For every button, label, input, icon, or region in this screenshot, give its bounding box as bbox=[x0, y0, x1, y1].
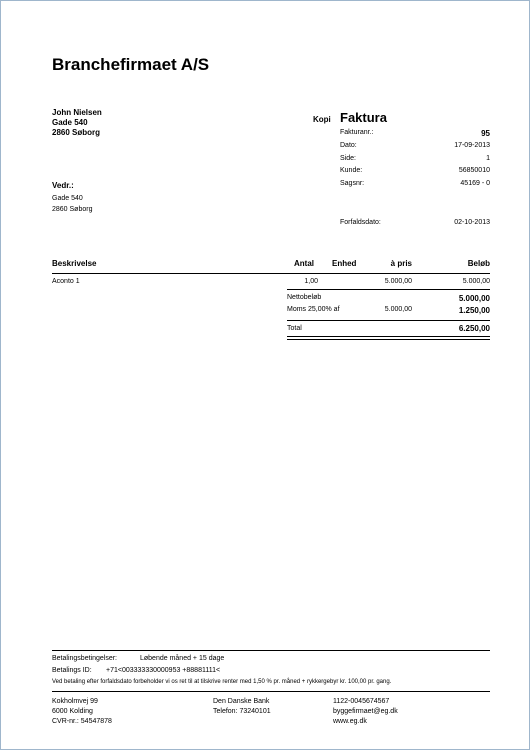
col-unit-price-header: à pris bbox=[390, 259, 412, 268]
footer-web[interactable]: www.eg.dk bbox=[333, 718, 367, 725]
row-description: Aconto 1 bbox=[52, 278, 80, 285]
footer-account: 1122-0045674567 bbox=[333, 698, 390, 705]
invoice-number-row bbox=[340, 129, 490, 139]
invoice-customer-value: 56850010 bbox=[458, 167, 490, 174]
payment-id-label: Betalings ID: bbox=[52, 667, 92, 674]
customer-name: John Nielsen bbox=[52, 108, 102, 117]
invoice-page-value: 1 bbox=[486, 155, 490, 162]
invoice-customer-row bbox=[340, 167, 490, 177]
table-header-divider bbox=[52, 273, 490, 274]
footer-cvr: CVR-nr.: 54547878 bbox=[52, 718, 112, 725]
row-unit-price: 5.000,00 bbox=[384, 278, 412, 285]
total-underline-2 bbox=[287, 339, 490, 340]
regarding-street: Gade 540 bbox=[52, 195, 83, 202]
net-label: Nettobeløb bbox=[287, 294, 322, 301]
late-payment-notice: Ved betaling efter forfaldsdato forbeholder vi os ret til at tilskrive renter med 1,50 % pr. måned + rykkergebyr kr. 100,00 pr. gang. bbox=[52, 679, 392, 685]
customer-street: Gade 540 bbox=[52, 118, 88, 127]
invoice-customer-label: Kunde: bbox=[340, 167, 363, 174]
regarding-label: Vedr.: bbox=[52, 181, 74, 190]
invoice-due-label: Forfaldsdato: bbox=[340, 219, 381, 226]
invoice-case-row bbox=[340, 180, 490, 190]
invoice-date-value: 17-09-2013 bbox=[454, 142, 490, 149]
footer-address-line1: Kokholmvej 99 bbox=[52, 698, 98, 705]
invoice-page-row bbox=[340, 155, 490, 165]
payment-id-value: +71<003333330000953 +88881111< bbox=[106, 667, 221, 674]
row-amount: 5.000,00 bbox=[462, 278, 490, 285]
row-quantity: 1,00 bbox=[304, 278, 318, 285]
vat-value: 1.250,00 bbox=[458, 306, 490, 315]
invoice-due-value: 02-10-2013 bbox=[454, 219, 490, 226]
regarding-city: 2860 Søborg bbox=[52, 206, 93, 213]
invoice-date-row bbox=[340, 142, 490, 152]
row-divider bbox=[287, 289, 490, 290]
payment-terms-label: Betalingsbetingelser: bbox=[52, 655, 117, 662]
totals-divider bbox=[287, 320, 490, 321]
invoice-number-label: Fakturanr.: bbox=[340, 129, 374, 136]
invoice-number-value: 95 bbox=[481, 129, 490, 138]
footer-top-divider bbox=[52, 650, 490, 651]
invoice-date-label: Dato: bbox=[340, 142, 357, 149]
col-quantity-header: Antal bbox=[294, 259, 314, 268]
invoice-case-value: 45169 - 0 bbox=[460, 180, 490, 187]
col-unit-header: Enhed bbox=[332, 259, 357, 268]
company-name: Branchefirmaet A/S bbox=[52, 55, 210, 74]
invoice-case-label: Sagsnr: bbox=[340, 180, 365, 187]
invoice-page-label: Side: bbox=[340, 155, 356, 162]
footer-phone: Telefon: 73240101 bbox=[213, 708, 271, 715]
footer-email[interactable]: byggefirmaet@eg.dk bbox=[333, 708, 398, 715]
total-label: Total bbox=[287, 325, 302, 332]
invoice-due-row bbox=[340, 219, 490, 229]
net-value: 5.000,00 bbox=[458, 294, 490, 303]
payment-terms-value: Løbende måned + 15 dage bbox=[140, 655, 225, 662]
footer-bottom-divider bbox=[52, 691, 490, 692]
footer-bank-name: Den Danske Bank bbox=[213, 698, 270, 705]
vat-label: Moms 25,00% af bbox=[287, 306, 340, 313]
col-amount-header: Beløb bbox=[467, 259, 490, 268]
footer-address-line2: 6000 Kolding bbox=[52, 708, 93, 715]
total-value: 6.250,00 bbox=[458, 324, 490, 333]
total-underline-1 bbox=[287, 336, 490, 337]
customer-city: 2860 Søborg bbox=[52, 128, 101, 137]
col-description-header: Beskrivelse bbox=[52, 259, 97, 268]
vat-base: 5.000,00 bbox=[384, 306, 412, 313]
invoice-title: Faktura bbox=[340, 110, 387, 125]
copy-label: Kopi bbox=[313, 115, 331, 124]
